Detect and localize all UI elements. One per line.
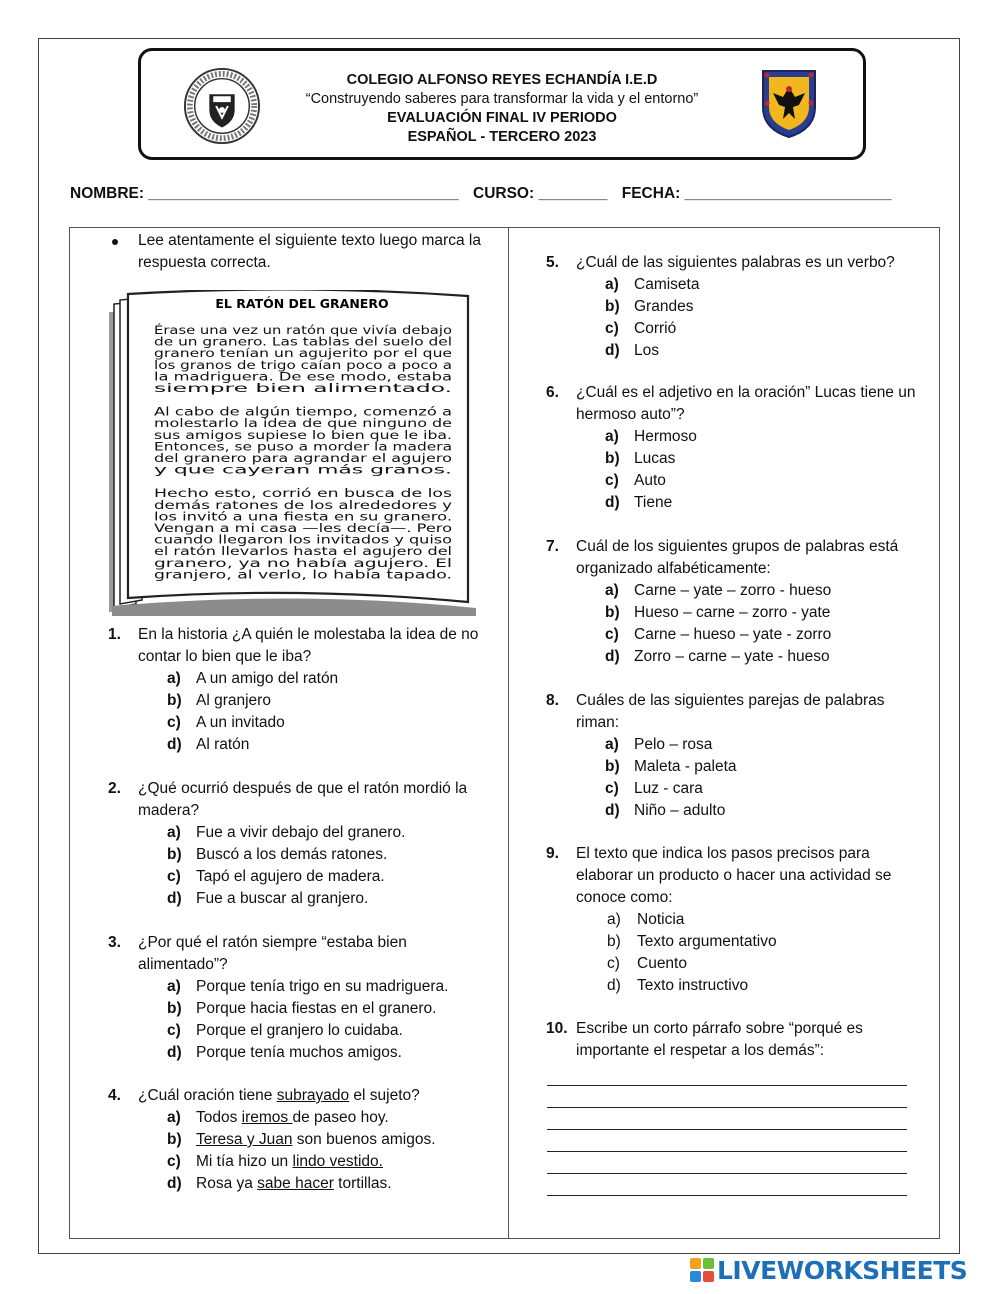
story-line: Al cabo de algún tiempo, comenzó a (154, 404, 452, 419)
answer-line[interactable] (547, 1086, 907, 1108)
option-8c[interactable]: c) Luz - cara (605, 780, 703, 797)
option-9c[interactable]: c) Cuento (607, 955, 687, 972)
question-5: 5. ¿Cuál de las siguientes palabras es un verbo? a) Camiseta b) Grandes c) Corrió d) Los (546, 252, 926, 362)
answer-line[interactable] (547, 1108, 907, 1130)
option-8a[interactable]: a) Pelo – rosa (605, 736, 713, 753)
question-9: 9. El texto que indica los pasos precisos para elaborar un producto o hacer una actividad se conoce como: a) Noticia b) Texto argumentativo c) Cuento d) Texto instructivo (546, 843, 926, 997)
logo-block (690, 1258, 701, 1269)
option-6b[interactable]: b) Lucas (605, 450, 676, 467)
brand-name: LIVEWORKSHEETS (717, 1255, 968, 1285)
answer-line[interactable] (547, 1152, 907, 1174)
story-line: Érase una vez un ratón que vivía debajo (154, 323, 388, 337)
option-1c[interactable]: c) A un invitado (167, 714, 285, 731)
option-8b[interactable]: b) Maleta - paleta (605, 758, 737, 775)
option-2a[interactable]: a) Fue a vivir debajo del granero. (167, 824, 406, 841)
logo-blocks-icon (690, 1258, 714, 1282)
option-6d[interactable]: d) Tiene (605, 494, 673, 511)
story-line: demás ratones de los alrededores y (154, 497, 453, 512)
story-line: cuando llegaron los invitados y quiso (154, 532, 452, 547)
option-5b[interactable]: b) Grandes (605, 298, 694, 315)
header-box (138, 48, 866, 160)
option-3a[interactable]: a) Porque tenía trigo en su madriguera. (167, 978, 449, 995)
bogota-crest-icon (759, 67, 819, 139)
school-name: COLEGIO ALFONSO REYES ECHANDÍA I.E.D (346, 72, 658, 88)
option-1d[interactable]: d) Al ratón (167, 736, 250, 753)
course-field[interactable]: CURSO: ________ (473, 185, 608, 202)
answer-lines[interactable] (510, 1064, 907, 1196)
question-8: 8. Cuáles de las siguientes parejas de palabras riman: a) Pelo – rosa b) Maleta - paleta c) Luz - cara d) Niño – adulto (546, 690, 926, 822)
answer-line[interactable] (547, 1130, 907, 1152)
option-2c[interactable]: c) Tapó el agujero de madera. (167, 868, 385, 885)
instruction: Lee atentamente el siguiente texto luego marca la respuesta correcta. (70, 230, 508, 274)
story-line: de un granero. Las tablas del suelo del (154, 334, 452, 349)
option-4b[interactable]: b) Teresa y Juan son buenos amigos. (167, 1131, 436, 1148)
school-motto: “Construyendo saberes para transformar la vida y el entorno” (305, 91, 699, 107)
exam-subject: ESPAÑOL - TERCERO 2023 (407, 129, 597, 145)
story-line: del granero para agrandar el agujero (154, 451, 452, 465)
student-info-line (70, 185, 902, 203)
story-title: EL RATÓN DEL GRANERO (215, 296, 389, 311)
question-10: 10. Escribe un corto párrafo sobre “porqué es importante el respetar a los demás”: (546, 1020, 863, 1059)
option-7d[interactable]: d) Zorro – carne – yate - hueso (605, 648, 830, 665)
option-7a[interactable]: a) Carne – yate – zorro - hueso (605, 582, 832, 599)
logo-block (703, 1271, 714, 1282)
column-divider (508, 227, 509, 1239)
option-7b[interactable]: b) Hueso – carne – zorro - yate (605, 604, 831, 621)
liveworksheets-logo (690, 1255, 967, 1285)
option-9d[interactable]: d) Texto instructivo (607, 977, 749, 994)
story-line: los invitó a una fiesta en su granero. (154, 509, 452, 524)
left-column (70, 230, 508, 274)
option-1a[interactable]: a) A un amigo del ratón (167, 670, 339, 687)
story-line: granjero, al verlo, lo había tapado. (154, 567, 452, 582)
exam-title: EVALUACIÓN FINAL IV PERIODO (387, 110, 617, 126)
story-line: la madriguera. De ese modo, estaba (154, 369, 452, 384)
logo-block (703, 1258, 714, 1269)
option-3c[interactable]: c) Porque el granjero lo cuidaba. (167, 1022, 403, 1039)
story-line: molestarlo la idea de que ninguno de (154, 416, 452, 431)
story-line: Hecho esto, corrió en busca de los (154, 486, 452, 501)
option-6c[interactable]: c) Auto (605, 472, 666, 489)
story-line: granero, ya no había agujero. El (154, 555, 452, 570)
bullet-icon (112, 239, 118, 245)
question-7: 7. Cuál de los siguientes grupos de palabras está organizado alfabéticamente: a) Carne – yate – zorro - hueso b) Hueso – carne – zorro - yate c) Carne – hueso – yate - zorro d) Zorro – carne – yate - hueso (546, 536, 926, 668)
name-field[interactable]: NOMBRE: ____________________________________ (70, 185, 459, 202)
date-field[interactable]: FECHA: ________________________ (621, 185, 892, 202)
option-3b[interactable]: b) Porque hacia fiestas en el granero. (167, 1000, 437, 1017)
option-4a[interactable]: a) Todos iremos de paseo hoy. (167, 1109, 389, 1126)
option-5c[interactable]: c) Corrió (605, 320, 677, 337)
option-6a[interactable]: a) Hermoso (605, 428, 697, 445)
answer-line[interactable] (547, 1064, 907, 1086)
question-6: 6. ¿Cuál es el adjetivo en la oración” Lucas tiene un hermoso auto”? a) Hermoso b) Lucas c) Auto d) Tiene (546, 382, 926, 514)
story-line: Entonces, se puso a morder la madera (154, 439, 452, 454)
story-line: sus amigos supiese lo bien que le iba. (154, 427, 452, 442)
option-4c[interactable]: c) Mi tía hizo un lindo vestido. (167, 1153, 383, 1170)
option-2d[interactable]: d) Fue a buscar al granjero. (167, 890, 369, 907)
story-line: y que cayeran más granos. (154, 462, 452, 477)
option-4d[interactable]: d) Rosa ya sabe hacer tortillas. (167, 1175, 392, 1192)
option-8d[interactable]: d) Niño – adulto (605, 802, 726, 819)
option-5d[interactable]: d) Los (605, 342, 659, 359)
story-line: granero tenían un agujerito por el que (154, 346, 452, 361)
option-3d[interactable]: d) Porque tenía muchos amigos. (167, 1044, 402, 1061)
logo-block (690, 1271, 701, 1282)
question-1: 1. En la historia ¿A quién le molestaba la idea de no contar lo bien que le iba? a) A un amigo del ratón b) Al granjero c) A un invitado d) Al ratón (108, 624, 508, 756)
option-2b[interactable]: b) Buscó a los demás ratones. (167, 846, 388, 863)
option-7c[interactable]: c) Carne – hueso – yate - zorro (605, 626, 832, 643)
question-4: 4. ¿Cuál oración tiene subrayado el sujeto? a) Todos iremos de paseo hoy. b) Teresa y Juan son buenos amigos. c) Mi tía hizo un lindo vestido. d) Rosa ya sabe hacer tortillas. (108, 1085, 508, 1195)
option-9b[interactable]: b) Texto argumentativo (607, 933, 777, 950)
reading-book-image (106, 290, 480, 616)
question-3: 3. ¿Por qué el ratón siempre “estaba bien alimentado”? a) Porque tenía trigo en su madriguera. b) Porque hacia fiestas en el granero. c) Porque el granjero lo cuidaba. d) Porque tenía muchos amigos. (108, 932, 508, 1064)
option-9a[interactable]: a) Noticia (607, 911, 685, 928)
story-line: siempre bien alimentado. (154, 381, 452, 395)
story-line: Vengan a mi casa —les decía—. Pero (154, 521, 452, 535)
story-line: el ratón llevarlos hasta el agujero del (154, 544, 452, 559)
option-5a[interactable]: a) Camiseta (605, 276, 700, 293)
story-line: los granos de trigo caían poco a poco a (154, 357, 452, 372)
question-2: 2. ¿Qué ocurrió después de que el ratón mordió la madera? a) Fue a vivir debajo del granero. b) Buscó a los demás ratones. c) Tapó el agujero de madera. d) Fue a buscar al granjero. (108, 778, 508, 910)
option-1b[interactable]: b) Al granjero (167, 692, 271, 709)
answer-line[interactable] (547, 1174, 907, 1196)
